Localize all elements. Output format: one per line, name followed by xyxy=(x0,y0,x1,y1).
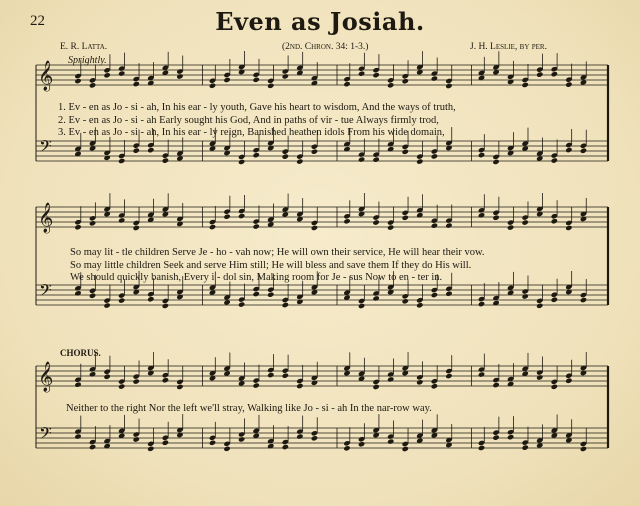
note-head xyxy=(282,302,289,308)
note-head xyxy=(311,225,318,231)
note-head xyxy=(162,157,169,163)
note-head xyxy=(551,297,558,303)
note-head xyxy=(74,433,81,439)
note-head xyxy=(238,159,245,165)
note-head xyxy=(416,158,423,164)
note-head xyxy=(343,146,350,152)
note-head xyxy=(133,147,140,153)
note-head xyxy=(223,214,230,220)
note-head xyxy=(282,153,289,159)
note-head xyxy=(74,382,81,388)
note-head xyxy=(478,301,485,307)
note-head xyxy=(372,219,379,225)
note-head xyxy=(551,71,558,77)
note-head xyxy=(311,149,318,155)
note-head xyxy=(431,292,438,298)
note-head xyxy=(522,219,529,225)
note-head xyxy=(580,297,587,303)
note-head xyxy=(118,158,125,164)
note-head xyxy=(358,71,365,77)
note-head xyxy=(445,83,452,89)
note-head xyxy=(387,146,394,152)
verse-2-line-b: So may little children Seek and serve Him still; He will bless and save them If they do His will. xyxy=(70,260,472,271)
note-head xyxy=(478,445,485,451)
note-head xyxy=(565,81,572,87)
note-head xyxy=(372,384,379,390)
note-head xyxy=(118,297,125,303)
note-head xyxy=(522,444,529,450)
note-head xyxy=(103,374,110,380)
note-head xyxy=(238,213,245,219)
note-head xyxy=(492,382,499,388)
note-head xyxy=(551,384,558,390)
note-head xyxy=(445,291,452,297)
lyricist-credit: E. R. Latta. xyxy=(60,42,108,52)
note-head xyxy=(358,156,365,162)
note-head xyxy=(402,215,409,221)
verse-3-line-a: 3. Ev - en as Jo - si - ah, In his ear - ly reign, Banished heathen idols From his wide domain, xyxy=(58,127,445,138)
note-head xyxy=(74,78,81,84)
note-head xyxy=(445,222,452,228)
note-head xyxy=(209,83,216,89)
note-head xyxy=(492,434,499,440)
note-head xyxy=(387,82,394,88)
note-head xyxy=(445,373,452,379)
note-head xyxy=(282,444,289,450)
verse-1-line-a: 1. Ev - en as Jo - si - ah, In his ear - ly youth, Gave his heart to wisdom, And the ways of truth, xyxy=(58,102,456,113)
note-head xyxy=(536,71,543,77)
note-head xyxy=(507,434,514,440)
note-head xyxy=(536,303,543,309)
note-head xyxy=(89,444,96,450)
note-head xyxy=(343,445,350,451)
note-head xyxy=(416,302,423,308)
bass-clef-icon: 𝄢 xyxy=(39,423,52,447)
note-head xyxy=(238,301,245,307)
treble-clef-icon: 𝄞 xyxy=(38,203,54,233)
note-head xyxy=(118,217,125,223)
note-head xyxy=(565,147,572,153)
note-head xyxy=(402,446,409,452)
note-head xyxy=(296,433,303,439)
note-head xyxy=(162,440,169,446)
note-head xyxy=(431,153,438,159)
chorus-label: CHORUS. xyxy=(60,348,101,358)
note-head xyxy=(478,371,485,377)
note-head xyxy=(282,73,289,79)
note-head xyxy=(282,373,289,379)
note-head xyxy=(89,220,96,226)
verse-2-line-a: 2. Ev - en as Jo - si - ah Early sought his God, And in paths of vir - tue Always firmly trod, xyxy=(58,115,439,126)
note-head xyxy=(507,224,514,230)
note-head xyxy=(133,378,140,384)
note-head xyxy=(147,147,154,153)
note-head xyxy=(416,379,423,385)
note-head xyxy=(311,435,318,441)
note-head xyxy=(522,82,529,88)
note-head xyxy=(103,155,110,161)
note-head xyxy=(147,296,154,302)
note-head xyxy=(118,70,125,76)
composer-credit: J. H. Leslie, by per. xyxy=(470,42,547,52)
verse-1-line-b: So may lit - tle children Serve Je - ho - vah now; He will own their service, He will hear their vow. xyxy=(70,247,485,258)
note-head xyxy=(507,79,514,85)
scripture-reference: (2nd. Chron. 34: 1-3.) xyxy=(282,42,369,52)
chorus-lyrics: Neither to the right Nor the left we'll stray, Walking like Jo - si - ah In the nar-row way. xyxy=(66,403,432,414)
note-head xyxy=(551,218,558,224)
note-head xyxy=(89,371,96,377)
note-head xyxy=(253,152,260,158)
note-head xyxy=(296,299,303,305)
note-head xyxy=(176,73,183,79)
note-head xyxy=(402,78,409,84)
note-head xyxy=(133,81,140,87)
treble-clef-icon: 𝄞 xyxy=(38,362,54,392)
treble-clef-icon: 𝄞 xyxy=(38,61,54,91)
note-head xyxy=(431,223,438,229)
page-number: 22 xyxy=(30,13,45,29)
note-head xyxy=(492,215,499,221)
note-head xyxy=(387,438,394,444)
note-head xyxy=(565,225,572,231)
note-head xyxy=(103,72,110,78)
note-head xyxy=(522,293,529,299)
note-head xyxy=(253,382,260,388)
note-head xyxy=(343,218,350,224)
note-head xyxy=(267,83,274,89)
note-head xyxy=(133,225,140,231)
note-head xyxy=(492,159,499,165)
note-head xyxy=(551,157,558,163)
note-head xyxy=(253,291,260,297)
note-head xyxy=(402,149,409,155)
note-head xyxy=(118,383,125,389)
note-head xyxy=(162,303,169,309)
note-head xyxy=(238,436,245,442)
note-head xyxy=(223,77,230,83)
note-head xyxy=(133,436,140,442)
note-head xyxy=(267,292,274,298)
note-head xyxy=(402,298,409,304)
bass-clef-icon: 𝄢 xyxy=(39,280,52,304)
note-head xyxy=(253,223,260,229)
note-head xyxy=(267,372,274,378)
note-head xyxy=(209,224,216,230)
note-head xyxy=(147,446,154,452)
verse-3-line-b: We should quickly banish, Every i - dol sin, Making room for Je - sus Now to en - ter in. xyxy=(70,272,443,283)
note-head xyxy=(478,152,485,158)
note-head xyxy=(296,383,303,389)
note-head xyxy=(387,376,394,382)
note-head xyxy=(372,72,379,78)
tempo-marking: Sprightly. xyxy=(68,55,107,66)
note-head xyxy=(358,441,365,447)
note-head xyxy=(162,377,169,383)
note-head xyxy=(358,303,365,309)
note-head xyxy=(580,148,587,154)
note-head xyxy=(89,82,96,88)
note-head xyxy=(372,157,379,163)
note-head xyxy=(176,384,183,390)
note-head xyxy=(74,224,81,230)
note-head xyxy=(372,295,379,301)
note-head xyxy=(565,378,572,384)
note-head xyxy=(536,374,543,380)
hymn-title: Even as Josiah. xyxy=(215,7,425,36)
note-head xyxy=(74,290,81,296)
bass-clef-icon: 𝄢 xyxy=(39,136,52,160)
note-head xyxy=(416,212,423,218)
note-head xyxy=(253,77,260,83)
note-head xyxy=(387,224,394,230)
note-head xyxy=(478,212,485,218)
note-head xyxy=(209,440,216,446)
note-head xyxy=(311,380,318,386)
note-head xyxy=(431,383,438,389)
note-head xyxy=(580,446,587,452)
note-head xyxy=(103,302,110,308)
note-head xyxy=(431,75,438,81)
note-head xyxy=(343,81,350,87)
note-head xyxy=(296,158,303,164)
note-head xyxy=(223,446,230,452)
note-head xyxy=(89,293,96,299)
